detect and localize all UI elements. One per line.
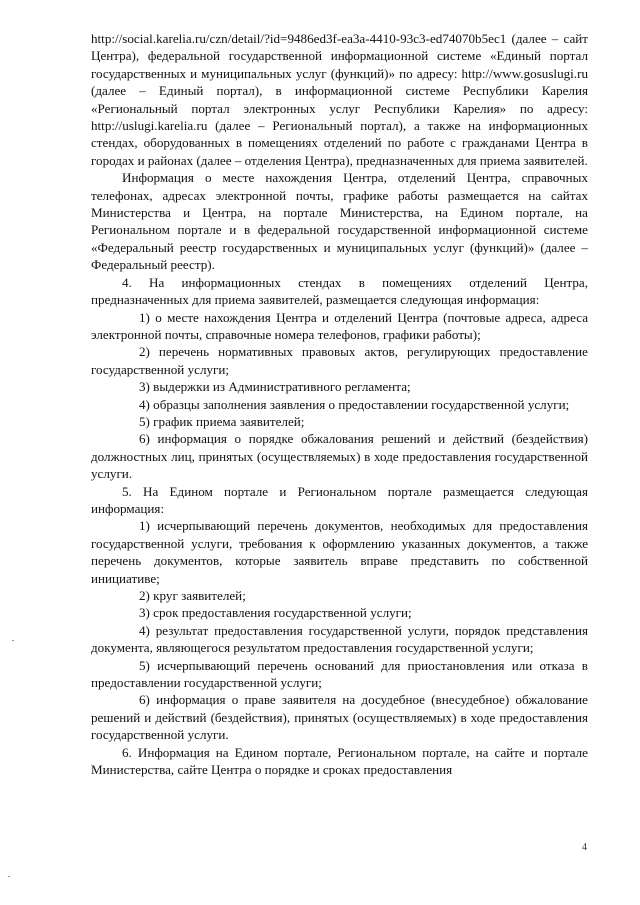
clause-5-heading: 5. На Едином портале и Региональном портале размещается следующая информация:: [91, 483, 588, 516]
clause-6-heading: 6. Информация на Едином портале, Региональном портале, на сайте и портале Министерства, сайте Центра о порядке и сроках предоставления: [91, 744, 588, 778]
clause-5-item-2: 2) круг заявителей;: [139, 588, 246, 603]
clause-4-item-4: 4) образцы заполнения заявления о предоставлении государственной услуги;: [139, 396, 570, 412]
document-body: [91, 30, 588, 778]
clause-5-item-4: 4) результат предоставления государственной услуги, порядок представления документа, являющегося результатом предоставления государственной услуги;: [91, 622, 588, 656]
clause-4-item-3: 3) выдержки из Административного регламента;: [139, 379, 411, 395]
clause-4-heading: 4. На информационных стендах в помещениях отделений Центра, предназначенных для приема заявителей, размещается следующая информация:: [91, 274, 588, 308]
clause-5-item-6: 6) информация о праве заявителя на досудебное (внесудебное) обжалование решений и действий (бездействия), принятых (осуществляемых) в ходе предоставления государственной услуги.: [91, 692, 588, 743]
clause-4-item-1: 1) о месте нахождения Центра и отделений Центра (почтовые адреса, адреса электронной почты, справочные номера телефонов, графики работы);: [91, 309, 588, 342]
clause-5-item-5: 5) исчерпывающий перечень оснований для приостановления или отказа в предоставлении государственной услуги;: [91, 657, 588, 691]
clause-5-item-3: 3) срок предоставления государственной услуги;: [139, 605, 412, 621]
paragraph-sources: http://social.karelia.ru/czn/detail/?id=9486ed3f-ea3a-4410-93c3-ed74070b5ec1 (далее – сайт Центра), федеральной государственной информационной системе «Единый портал государственных и муниципальных услуг (функций)» по адресу: http://www.gosuslugi.ru (далее – Единый портал), в информационной системе Республики Карелия «Региональный портал электронных услуг Республики Карелия» по адресу: http://uslugi.karelia.ru (далее – Региональный портал), а также на информационных стендах, оборудованных в помещениях отделений по работе с гражданами Центра в городах и районах (далее – отделения Центра), предназначенных для приема заявителей.: [91, 31, 588, 168]
clause-4-item-6: 6) информация о порядке обжалования решений и действий (бездействия) должностных лиц, принятых (осуществляемых) в ходе предоставления государственной услуги.: [91, 431, 588, 482]
paragraph-location-info: Информация о месте нахождения Центра, отделений Центра, справочных телефонах, адресах электронной почты, графике работы размещается на сайтах Министерства и Центра, на портале Министерства, на Едином портале, на Региональном портале и в федеральной государственной информационной системе «Федеральный реестр государственных и муниципальных услуг (функций)» (далее – Федеральный реестр).: [91, 170, 588, 273]
scan-speck: [8, 876, 10, 877]
clause-4-item-2: 2) перечень нормативных правовых актов, регулирующих предоставление государственной услуги;: [91, 344, 588, 377]
clause-5-item-1: 1) исчерпывающий перечень документов, необходимых для предоставления государственной услуги, требования к оформлению указанных документов, а также перечень документов, которые заявитель вправе представить по собственной инициативе;: [91, 518, 588, 586]
page-number: 4: [582, 842, 587, 853]
clause-4-item-5: 5) график приема заявителей;: [139, 413, 305, 429]
scan-speck: [12, 640, 14, 641]
